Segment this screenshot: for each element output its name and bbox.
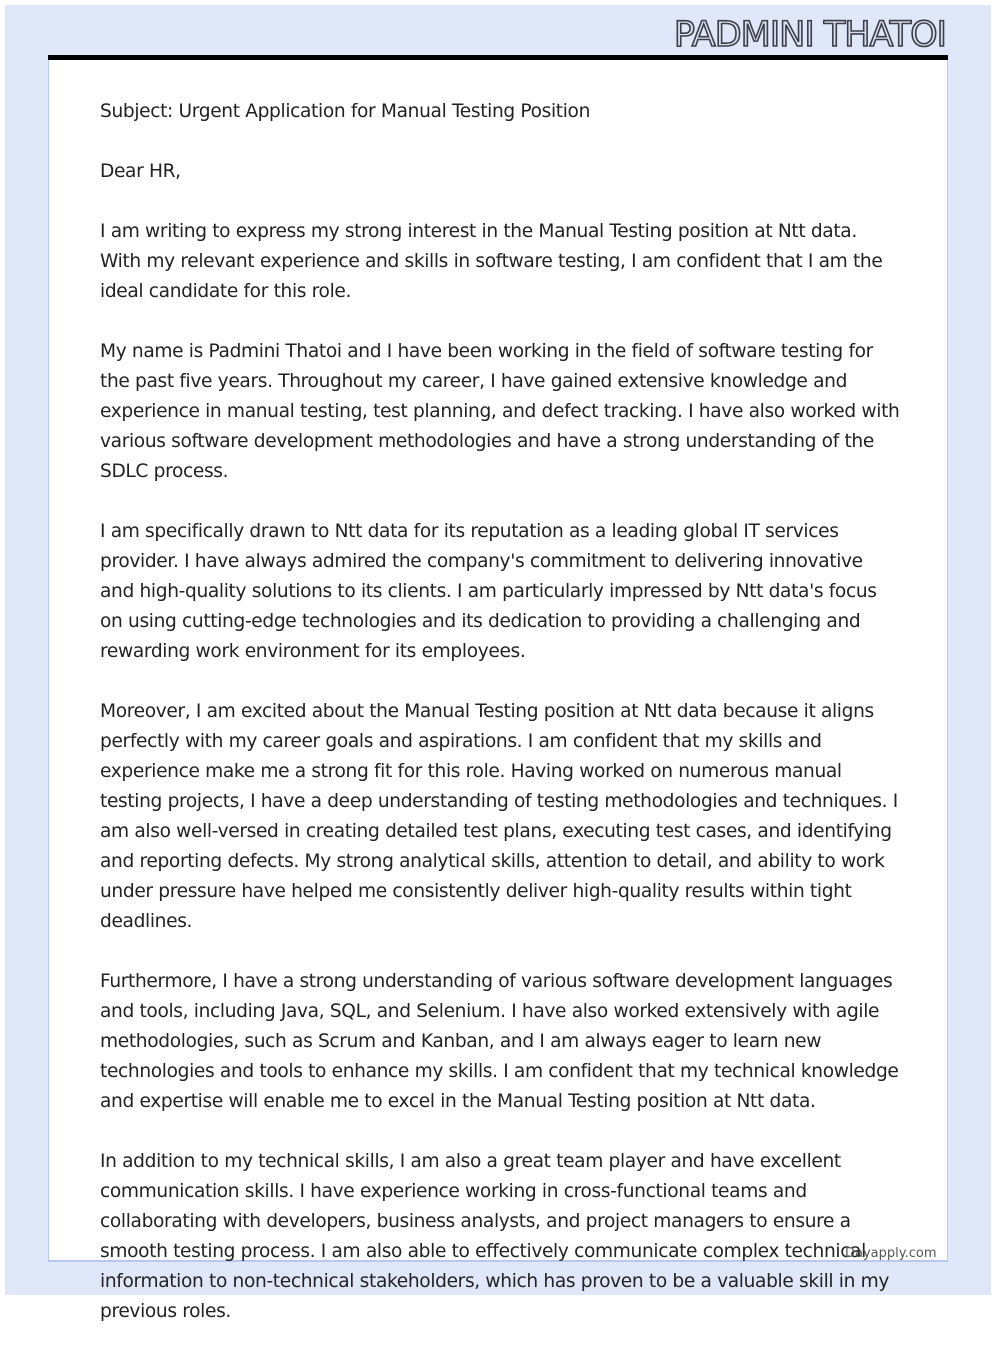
letter-paragraph: I am specifically drawn to Ntt data for its reputation as a leading global IT services provider. I have always admired the company's commitment to delivering innovative and high-quality solutions to its clients. I am particularly impressed by Ntt data's focus on using cutting-edge technologies and its dedication to providing a challenging and rewarding work environment for its employees. — [100, 521, 877, 662]
letter-subject: Subject: Urgent Application for Manual Testing Position — [100, 101, 591, 122]
letter-paragraph: In addition to my technical skills, I am also a great team player and have excellent communication skills. I have experience working in cross-functional teams and collaborating with developers, business analysts, and project managers to ensure a smooth testing process. I am also able to effectively communicate complex technical information to non-technical stakeholders, which has proven to be a valuable skill in my previous roles. — [100, 1151, 890, 1322]
letter-body — [100, 97, 900, 1357]
letter-paragraph: I am writing to express my strong interest in the Manual Testing position at Ntt data. With my relevant experience and skills in software testing, I am confident that I am the ideal candidate for this role. — [100, 221, 883, 302]
letter-paragraph: Moreover, I am excited about the Manual Testing position at Ntt data because it aligns perfectly with my career goals and aspirations. I am confident that my skills and experience make me a strong fit for this role. Having worked on numerous manual testing projects, I have a deep understanding of testing methodologies and techniques. I am also well-versed in creating detailed test plans, executing test cases, and identifying and reporting defects. My strong analytical skills, attention to detail, and ability to work under pressure have helped me consistently deliver high-quality results within tight deadlines. — [100, 701, 898, 932]
letter-paragraph: My name is Padmini Thatoi and I have been working in the field of software testing for the past five years. Throughout my career, I have gained extensive knowledge and experience in manual testing, test planning, and defect tracking. I have also worked with various software development methodologies and have a strong understanding of the SDLC process. — [100, 341, 900, 482]
applicant-name-heading: PADMINI THATOI — [673, 15, 946, 55]
site-watermark: Dayapply.com — [845, 1246, 937, 1261]
letter-paragraph: Furthermore, I have a strong understanding of various software development languages and tools, including Java, SQL, and Selenium. I have also worked extensively with agile methodologies, such as Scrum and Kanban, and I am always eager to learn new technologies and tools to enhance my skills. I am confident that my technical knowledge and expertise will enable me to excel in the Manual Testing position at Ntt data. — [100, 971, 899, 1112]
letter-salutation: Dear HR, — [100, 161, 181, 182]
